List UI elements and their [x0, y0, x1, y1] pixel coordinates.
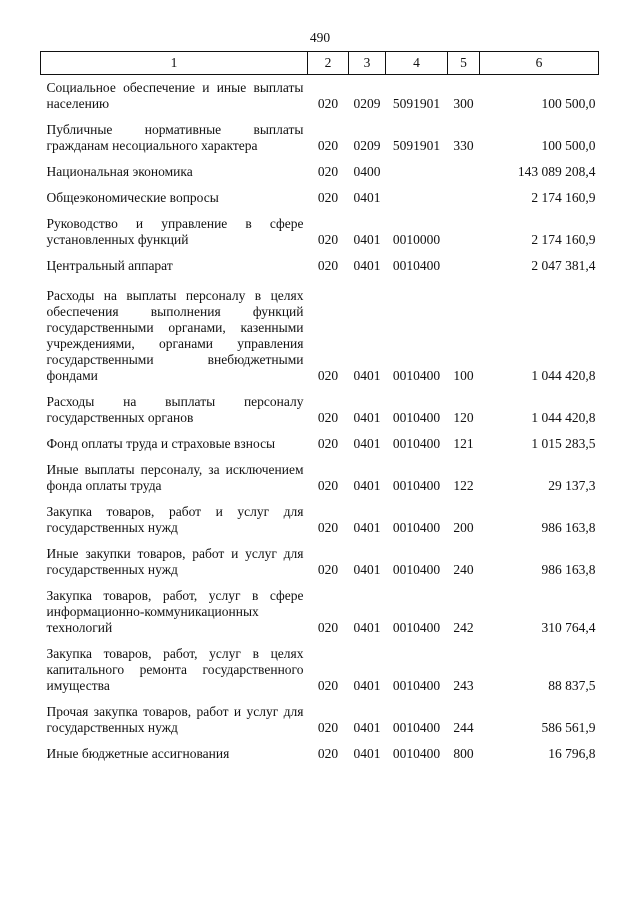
- row-code-4: 0010400: [392, 410, 441, 425]
- row-code-4: 5091901: [392, 138, 441, 153]
- row-spacer-cell: [41, 180, 599, 190]
- row-spacer: [41, 274, 599, 288]
- row-code-3: 0401: [353, 258, 381, 273]
- row-name: Расходы на выплаты персоналу в целях обеспечения выполнения функций государственными органами, казенными учреждениями, органами управления государственными внебюджетными фондами: [46, 288, 304, 383]
- row-code-2: 020: [317, 258, 339, 273]
- row-spacer-cell: [41, 578, 599, 588]
- row-spacer: [41, 452, 599, 462]
- table-header: [41, 52, 599, 75]
- row-code-4: [386, 164, 448, 180]
- row-spacer-cell: [41, 694, 599, 704]
- table-row: [41, 122, 599, 154]
- header-cell-2: 2: [308, 52, 349, 75]
- budget-table: [40, 51, 599, 762]
- row-spacer: [41, 736, 599, 746]
- row-code-4: 0010400: [392, 746, 441, 761]
- row-code-4: 0010400: [392, 620, 441, 635]
- row-spacer: [41, 578, 599, 588]
- row-amount: 2 047 381,4: [531, 258, 596, 273]
- row-spacer-cell: [41, 384, 599, 394]
- row-code-4: 0010400: [392, 678, 441, 693]
- row-code-3: 0401: [353, 746, 381, 761]
- row-name: Национальная экономика: [46, 164, 193, 179]
- row-code-4: 0010400: [392, 368, 441, 383]
- row-name: Общеэкономические вопросы: [46, 190, 219, 205]
- row-code-3: 0401: [353, 410, 381, 425]
- row-spacer-cell: [41, 274, 599, 288]
- row-code-2: 020: [317, 232, 339, 247]
- row-amount: 100 500,0: [541, 138, 596, 153]
- row-code-2: 020: [317, 410, 339, 425]
- row-spacer-cell: [41, 636, 599, 646]
- row-code-4: 0010400: [392, 520, 441, 535]
- row-amount: 986 163,8: [541, 562, 596, 577]
- row-code-2: 020: [317, 720, 339, 735]
- header-cell-6: 6: [480, 52, 599, 75]
- row-name: Публичные нормативные выплаты гражданам несоциального характера: [46, 122, 304, 153]
- row-amount: 29 137,3: [548, 478, 596, 493]
- table-row: [41, 258, 599, 274]
- row-amount: 310 764,4: [541, 620, 596, 635]
- header-cell-3: 3: [349, 52, 386, 75]
- row-code-5: 121: [453, 436, 474, 451]
- row-spacer-cell: [41, 154, 599, 164]
- row-name: Закупка товаров, работ, услуг в сфере информационно-коммуникационных технологий: [46, 588, 304, 635]
- row-code-4: 5091901: [392, 96, 441, 111]
- row-amount: 986 163,8: [541, 520, 596, 535]
- row-spacer-cell: [41, 426, 599, 436]
- table-row: [41, 546, 599, 578]
- row-code-2: 020: [317, 190, 339, 205]
- row-code-5: 300: [453, 96, 474, 111]
- row-name: Руководство и управление в сфере установленных функций: [46, 216, 304, 247]
- row-code-4: 0010400: [392, 562, 441, 577]
- table-row: [41, 164, 599, 180]
- row-code-3: 0401: [353, 678, 381, 693]
- row-code-5: 122: [453, 478, 474, 493]
- row-code-2: 020: [317, 746, 339, 761]
- row-code-2: 020: [317, 138, 339, 153]
- table-body: [41, 75, 599, 763]
- table-row: [41, 394, 599, 426]
- row-spacer-cell: [41, 112, 599, 122]
- row-code-3: 0401: [353, 436, 381, 451]
- row-name: Прочая закупка товаров, работ и услуг для государственных нужд: [46, 704, 304, 735]
- row-spacer-cell: [41, 736, 599, 746]
- row-code-5: 242: [453, 620, 474, 635]
- row-code-4: [386, 190, 448, 206]
- row-code-5: 243: [453, 678, 474, 693]
- row-spacer: [41, 180, 599, 190]
- row-code-3: 0401: [353, 520, 381, 535]
- header-cell-4: 4: [386, 52, 448, 75]
- table-row: [41, 704, 599, 736]
- row-code-3: 0401: [353, 190, 381, 205]
- row-spacer-cell: [41, 452, 599, 462]
- row-spacer: [41, 154, 599, 164]
- row-name: Центральный аппарат: [46, 258, 173, 273]
- row-name: Иные выплаты персоналу, за исключением фонда оплаты труда: [46, 462, 304, 493]
- row-spacer: [41, 694, 599, 704]
- row-code-4: 0010400: [392, 258, 441, 273]
- row-amount: 586 561,9: [541, 720, 596, 735]
- table-row: [41, 646, 599, 694]
- row-code-4: 0010400: [392, 436, 441, 451]
- row-code-3: 0401: [353, 368, 381, 383]
- row-spacer-cell: [41, 494, 599, 504]
- row-amount: 1 015 283,5: [531, 436, 596, 451]
- row-spacer-cell: [41, 206, 599, 216]
- row-code-5: 240: [453, 562, 474, 577]
- row-code-5: 120: [453, 410, 474, 425]
- table-row: [41, 746, 599, 762]
- table-row: [41, 588, 599, 636]
- row-code-3: 0401: [353, 720, 381, 735]
- header-cell-1: 1: [41, 52, 308, 75]
- header-row: [41, 52, 599, 75]
- row-spacer: [41, 636, 599, 646]
- row-amount: 100 500,0: [541, 96, 596, 111]
- row-code-2: 020: [317, 164, 339, 179]
- row-code-5: [448, 190, 480, 206]
- row-code-4: 0010400: [392, 478, 441, 493]
- page-number: 490: [309, 30, 331, 45]
- row-code-2: 020: [317, 436, 339, 451]
- row-code-3: 0400: [353, 164, 381, 179]
- table-row: [41, 504, 599, 536]
- table-row: [41, 80, 599, 112]
- row-code-5: [448, 216, 480, 248]
- table-row: [41, 216, 599, 248]
- row-amount: 2 174 160,9: [531, 232, 596, 247]
- row-code-3: 0209: [353, 138, 381, 153]
- row-spacer: [41, 536, 599, 546]
- row-amount: 1 044 420,8: [531, 410, 596, 425]
- row-code-3: 0401: [353, 620, 381, 635]
- row-code-5: [448, 164, 480, 180]
- table-row: [41, 288, 599, 384]
- row-code-5: 100: [453, 368, 474, 383]
- table-row: [41, 190, 599, 206]
- row-spacer: [41, 384, 599, 394]
- row-spacer: [41, 112, 599, 122]
- row-code-5: 244: [453, 720, 474, 735]
- row-spacer-cell: [41, 536, 599, 546]
- row-name: Закупка товаров, работ, услуг в целях капитального ремонта государственного имущества: [46, 646, 304, 693]
- row-amount: 143 089 208,4: [517, 164, 596, 179]
- row-amount: 1 044 420,8: [531, 368, 596, 383]
- row-code-3: 0401: [353, 562, 381, 577]
- row-name: Иные закупки товаров, работ и услуг для государственных нужд: [46, 546, 304, 577]
- row-code-5: 330: [453, 138, 474, 153]
- row-amount: 16 796,8: [548, 746, 596, 761]
- row-code-5: 800: [453, 746, 474, 761]
- row-spacer: [41, 206, 599, 216]
- table-row: [41, 436, 599, 452]
- row-code-5: 200: [453, 520, 474, 535]
- row-spacer: [41, 494, 599, 504]
- row-code-2: 020: [317, 96, 339, 111]
- row-code-3: 0401: [353, 478, 381, 493]
- row-name: Иные бюджетные ассигнования: [46, 746, 230, 761]
- row-code-2: 020: [317, 520, 339, 535]
- row-name: Социальное обеспечение и иные выплаты населению: [46, 80, 304, 111]
- row-amount: 88 837,5: [548, 678, 596, 693]
- row-spacer: [41, 426, 599, 436]
- row-code-4: 0010400: [392, 720, 441, 735]
- header-cell-5: 5: [448, 52, 480, 75]
- row-amount: 2 174 160,9: [531, 190, 596, 205]
- row-spacer: [41, 248, 599, 258]
- row-code-3: 0209: [353, 96, 381, 111]
- row-code-2: 020: [317, 678, 339, 693]
- row-code-2: 020: [317, 562, 339, 577]
- row-name: Фонд оплаты труда и страховые взносы: [46, 436, 276, 451]
- row-code-5: [448, 258, 480, 274]
- row-spacer-cell: [41, 248, 599, 258]
- row-name: Расходы на выплаты персоналу государственных органов: [46, 394, 304, 425]
- table-row: [41, 462, 599, 494]
- row-code-2: 020: [317, 368, 339, 383]
- row-name: Закупка товаров, работ и услуг для государственных нужд: [46, 504, 304, 535]
- row-code-4: 0010000: [392, 232, 441, 247]
- row-code-2: 020: [317, 478, 339, 493]
- row-code-3: 0401: [353, 232, 381, 247]
- row-code-2: 020: [317, 620, 339, 635]
